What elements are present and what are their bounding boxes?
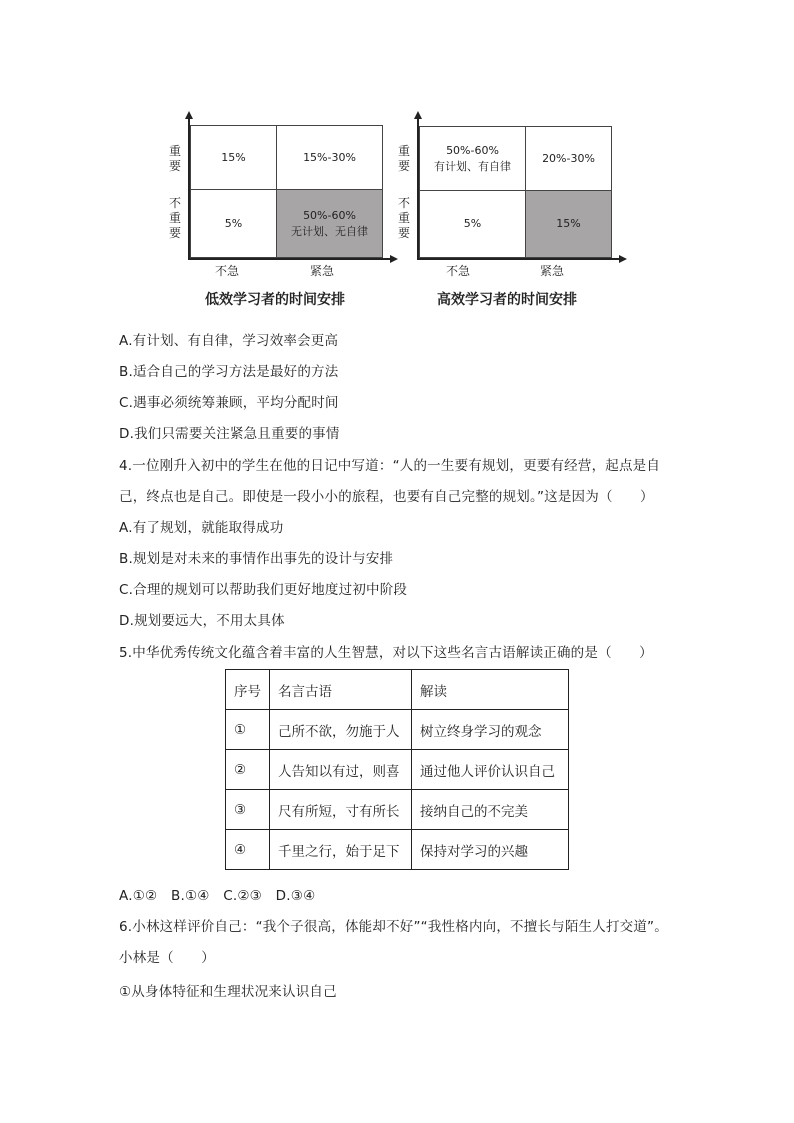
q3-option-c: C.遇事必须统筹兼顾，平均分配时间: [119, 395, 339, 411]
table-cell: ③: [226, 790, 270, 830]
right-cell-important-not-urgent: 50%-60% 有计划、有自律: [419, 126, 526, 191]
left-chart-x-axis: [188, 258, 392, 260]
left-chart-y-arrow: [185, 111, 193, 119]
q6-item-1: ①从身体特征和生理状况来认识自己: [119, 984, 337, 1000]
table-row: [226, 710, 569, 750]
q3-option-d: D.我们只需要关注紧急且重要的事情: [119, 426, 340, 442]
left-chart-title: 低效学习者的时间安排: [205, 292, 345, 308]
table-header-row: [226, 670, 569, 710]
left-cell-not-important-not-urgent: 5%: [190, 189, 277, 258]
table-cell: ②: [226, 750, 270, 790]
q4-option-b: B.规划是对未来的事情作出事先的设计与安排: [119, 551, 394, 567]
table-cell: 尺有所短，寸有所长: [270, 790, 412, 830]
q6-stem-line1: 6.小林这样评价自己：“我个子很高，体能却不好”“我性格内向，不擅长与陌生人打交道”。: [119, 919, 668, 935]
q4-stem-line1: 4.一位刚升入初中的学生在他的日记中写道：“人的一生要有规划，更要有经营，起点是自: [119, 458, 661, 474]
left-y-label-important: 重 要: [168, 144, 181, 173]
right-cell-not-important-urgent: 15%: [525, 190, 612, 258]
table-cell: 接纳自己的不完美: [412, 790, 569, 830]
q5-options: A.①② B.①④ C.②③ D.③④: [119, 888, 316, 904]
q4-option-a: A.有了规划，就能取得成功: [119, 520, 284, 536]
right-y-label-important: 重 要: [397, 144, 410, 173]
q4-option-d: D.规划要远大，不用太具体: [119, 613, 285, 629]
right-y-label-not-important: 不 重 要: [397, 196, 410, 240]
right-chart-title: 高效学习者的时间安排: [437, 292, 577, 308]
table-cell: 保持对学习的兴趣: [412, 830, 569, 870]
table-cell: 人告知以有过，则喜: [270, 750, 412, 790]
q5-stem: 5.中华优秀传统文化蕴含着丰富的人生智慧，对以下这些名言古语解读正确的是（ ）: [119, 645, 653, 661]
table-cell: 树立终身学习的观念: [412, 710, 569, 750]
table-cell: 己所不欲，勿施于人: [270, 710, 412, 750]
table-row: [226, 750, 569, 790]
table-row: [226, 830, 569, 870]
right-x-label-urgent: 紧急: [540, 264, 565, 278]
table-cell: ④: [226, 830, 270, 870]
table-row: [226, 790, 569, 830]
right-chart-x-axis: [417, 258, 621, 260]
right-chart-x-arrow: [619, 255, 627, 263]
table-cell: 千里之行，始于足下: [270, 830, 412, 870]
right-cell-important-urgent: 20%-30%: [525, 126, 612, 191]
left-y-label-not-important: 不 重 要: [168, 196, 181, 240]
left-cell-important-not-urgent: 15%: [190, 125, 277, 190]
table-header-cell: 序号: [226, 670, 270, 710]
left-cell-not-important-urgent: 50%-60% 无计划、无自律: [276, 189, 383, 258]
table-header-cell: 名言古语: [270, 670, 412, 710]
right-x-label-not-urgent: 不急: [446, 264, 471, 278]
right-chart-y-arrow: [414, 111, 422, 119]
left-x-label-not-urgent: 不急: [215, 264, 240, 278]
table-header-cell: 解读: [412, 670, 569, 710]
left-chart-x-arrow: [390, 255, 398, 263]
q4-option-c: C.合理的规划可以帮助我们更好地度过初中阶段: [119, 582, 408, 598]
q3-option-b: B.适合自己的学习方法是最好的方法: [119, 364, 339, 380]
right-cell-not-important-not-urgent: 5%: [419, 190, 526, 258]
left-x-label-urgent: 紧急: [310, 264, 335, 278]
table-cell: ①: [226, 710, 270, 750]
q4-stem-line2: 己，终点也是自己。即使是一段小小的旅程，也要有自己完整的规划。”这是因为（ ）: [119, 489, 654, 505]
q3-option-a: A.有计划、有自律，学习效率会更高: [119, 333, 339, 349]
q6-stem-line2: 小林是（ ）: [119, 950, 215, 966]
left-cell-important-urgent: 15%-30%: [276, 125, 383, 190]
table-cell: 通过他人评价认识自己: [412, 750, 569, 790]
proverb-table: [225, 669, 569, 870]
